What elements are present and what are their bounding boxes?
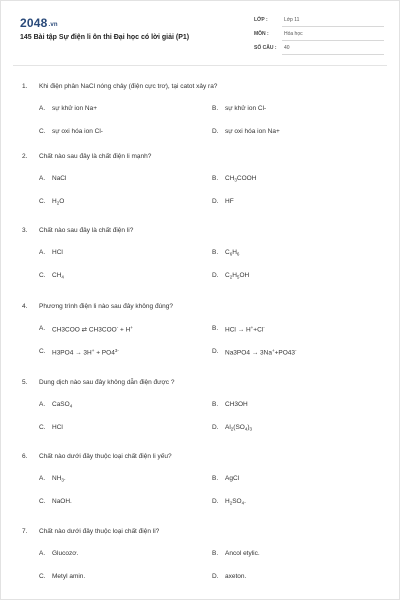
option-key: D. xyxy=(212,424,219,431)
option-key: D. xyxy=(212,573,219,580)
option-text xyxy=(52,272,64,280)
meta-label: SỐ CÂU : xyxy=(254,45,277,51)
formula-part: sự khử ion Na+ xyxy=(52,105,98,112)
question-stem: Chất nào dưới đây thuộc loại chất điện li yếu? xyxy=(39,453,172,460)
question-number: 1. xyxy=(22,83,28,90)
option-text xyxy=(52,424,63,431)
formula-part: axeton. xyxy=(225,573,247,580)
option-key: C. xyxy=(39,272,46,279)
option-text xyxy=(225,424,252,432)
option-key: A. xyxy=(39,550,46,557)
option-text xyxy=(225,272,249,280)
option-text xyxy=(225,550,260,557)
subscript: 4 xyxy=(69,403,73,409)
superscript: - xyxy=(263,325,265,330)
formula-part: H xyxy=(225,498,230,505)
meta-value: 40 xyxy=(284,45,290,51)
option-key: C. xyxy=(39,128,46,135)
formula-part: HCl xyxy=(52,249,63,256)
formula-part: C xyxy=(225,272,230,279)
subscript: 5 xyxy=(236,274,240,280)
option-text xyxy=(52,198,64,206)
question-stem: Phương trình điện li nào sau đây không đúng? xyxy=(39,303,174,310)
formula-part: AgCl xyxy=(225,475,240,482)
formula-part: (SO xyxy=(233,424,245,431)
superscript: + xyxy=(250,325,254,330)
logo-suffix: .vn xyxy=(48,22,58,28)
formula-part: CaSO xyxy=(52,401,70,408)
formula-part: HCl → H xyxy=(225,326,251,334)
option-text xyxy=(225,475,239,482)
subscript: 4 xyxy=(61,274,64,280)
meta-value: Lớp 11 xyxy=(284,17,300,23)
option-key: D. xyxy=(212,272,219,279)
superscript: + xyxy=(130,325,133,330)
subscript: 2 xyxy=(229,500,233,506)
question-number: 7. xyxy=(22,528,28,535)
option-text xyxy=(52,573,85,580)
option-text xyxy=(225,573,246,580)
option-key: B. xyxy=(212,105,219,112)
formula-part: COOH xyxy=(236,175,257,182)
option-text xyxy=(52,498,72,505)
superscript: - xyxy=(116,325,119,330)
option-key: A. xyxy=(39,105,46,112)
subscript: 3 xyxy=(234,177,237,183)
formula-part: sự khử ion Cl- xyxy=(225,105,267,112)
formula-part: +PO43 xyxy=(274,349,296,357)
option-key: C. xyxy=(39,573,46,580)
option-key: C. xyxy=(39,198,46,205)
formula-part: NH xyxy=(52,475,62,482)
option-key: A. xyxy=(39,175,46,182)
option-text xyxy=(225,348,297,357)
option-key: D. xyxy=(212,498,219,505)
option-text xyxy=(52,128,103,135)
option-text xyxy=(225,325,265,334)
formula-part: O xyxy=(59,198,65,205)
site-logo[interactable] xyxy=(20,16,58,30)
option-text xyxy=(52,475,66,483)
option-key: D. xyxy=(212,128,219,135)
question-number: 2. xyxy=(22,153,28,160)
formula-part: + H xyxy=(118,326,131,334)
formula-part: HCl xyxy=(52,424,63,431)
meta-underline xyxy=(282,54,384,55)
option-key: B. xyxy=(212,325,219,332)
formula-part: CH3OH xyxy=(225,401,248,408)
meta-underline xyxy=(282,40,384,41)
option-text xyxy=(52,249,63,256)
subscript: 2 xyxy=(56,200,60,206)
question-stem: Khi điện phân NaCl nóng chảy (điện cực trơ), tại catot xảy ra? xyxy=(39,83,218,90)
formula-part: CH3COO ⇄ CH3COO xyxy=(52,326,117,334)
header-divider xyxy=(13,65,387,66)
formula-part: Al xyxy=(225,424,231,431)
question-number: 4. xyxy=(22,303,28,310)
subscript: 4 xyxy=(241,500,245,506)
formula-part: OH xyxy=(239,272,250,279)
question-stem: Chất nào sau đây là chất điện li mạnh? xyxy=(39,153,152,160)
formula-part: + PO4 xyxy=(94,349,115,357)
formula-part: H xyxy=(52,198,57,205)
formula-part: HF xyxy=(225,198,234,205)
option-text xyxy=(52,550,78,557)
formula-part: H xyxy=(232,272,237,279)
option-key: A. xyxy=(39,475,46,482)
subscript: 2 xyxy=(230,426,234,432)
formula-part: H xyxy=(232,249,237,256)
formula-part: Ancol etylic. xyxy=(225,550,260,557)
formula-part: CH xyxy=(52,272,62,279)
formula-part: NaOH. xyxy=(52,498,72,505)
formula-part: . xyxy=(63,475,66,482)
formula-part: +Cl xyxy=(253,326,264,334)
formula-part: CH xyxy=(225,175,235,182)
option-text xyxy=(225,249,239,257)
document-title: 145 Bài tập Sự điện li ôn thi Đại học có lời giải (P1) xyxy=(20,34,190,41)
question-number: 3. xyxy=(22,227,28,234)
question-stem: Chất nào dưới đây thuộc loại chất điện li? xyxy=(39,528,160,535)
option-key: B. xyxy=(212,175,219,182)
formula-part: Metyl amin. xyxy=(52,573,86,580)
option-text xyxy=(52,105,97,112)
option-key: C. xyxy=(39,498,46,505)
superscript: - xyxy=(295,348,297,353)
superscript: + xyxy=(91,348,95,353)
option-text xyxy=(52,348,119,357)
option-key: A. xyxy=(39,325,46,332)
formula-part: NaCl xyxy=(52,175,67,182)
meta-label: LỚP : xyxy=(254,17,268,23)
option-key: A. xyxy=(39,401,46,408)
option-text xyxy=(225,401,248,408)
meta-underline xyxy=(282,26,384,27)
formula-part: H3PO4 → 3H xyxy=(52,349,92,357)
option-key: B. xyxy=(212,550,219,557)
subscript: 2 xyxy=(229,274,233,280)
subscript: 6 xyxy=(229,251,233,257)
superscript: + xyxy=(271,348,275,353)
logo-text: 2048 xyxy=(20,16,48,30)
formula-part: C xyxy=(225,249,230,256)
option-key: D. xyxy=(212,198,219,205)
subscript: 3 xyxy=(61,477,64,483)
question-stem: Chất nào sau đây là chất điện li? xyxy=(39,227,134,234)
option-text xyxy=(52,401,72,409)
formula-part: Glucozơ. xyxy=(52,550,79,557)
formula-part: . xyxy=(244,498,246,505)
option-text xyxy=(225,198,234,205)
question-number: 5. xyxy=(22,379,28,386)
subscript: 3 xyxy=(249,426,253,432)
option-key: B. xyxy=(212,401,219,408)
formula-part: sự oxi hóa ion Na+ xyxy=(225,128,280,135)
formula-part: sự oxi hóa ion Cl- xyxy=(52,128,103,135)
question-stem: Dung dịch nào sau đây không dẫn điện được ? xyxy=(39,379,175,386)
formula-part: Na3PO4 → 3Na xyxy=(225,349,272,357)
option-text xyxy=(52,175,66,182)
superscript: 3- xyxy=(114,348,119,353)
option-key: C. xyxy=(39,348,46,355)
option-text xyxy=(52,325,133,334)
option-key: A. xyxy=(39,249,46,256)
question-number: 6. xyxy=(22,453,28,460)
option-text xyxy=(225,498,246,506)
meta-label: MÔN : xyxy=(254,31,269,37)
option-key: B. xyxy=(212,249,219,256)
option-text xyxy=(225,128,280,135)
option-key: B. xyxy=(212,475,219,482)
option-text xyxy=(225,105,266,112)
option-key: D. xyxy=(212,348,219,355)
formula-part: ) xyxy=(247,424,250,431)
subscript: 4 xyxy=(244,426,248,432)
subscript: 6 xyxy=(236,251,240,257)
formula-part: SO xyxy=(232,498,242,505)
option-key: C. xyxy=(39,424,46,431)
option-text xyxy=(225,175,256,183)
meta-value: Hóa học xyxy=(284,31,303,37)
